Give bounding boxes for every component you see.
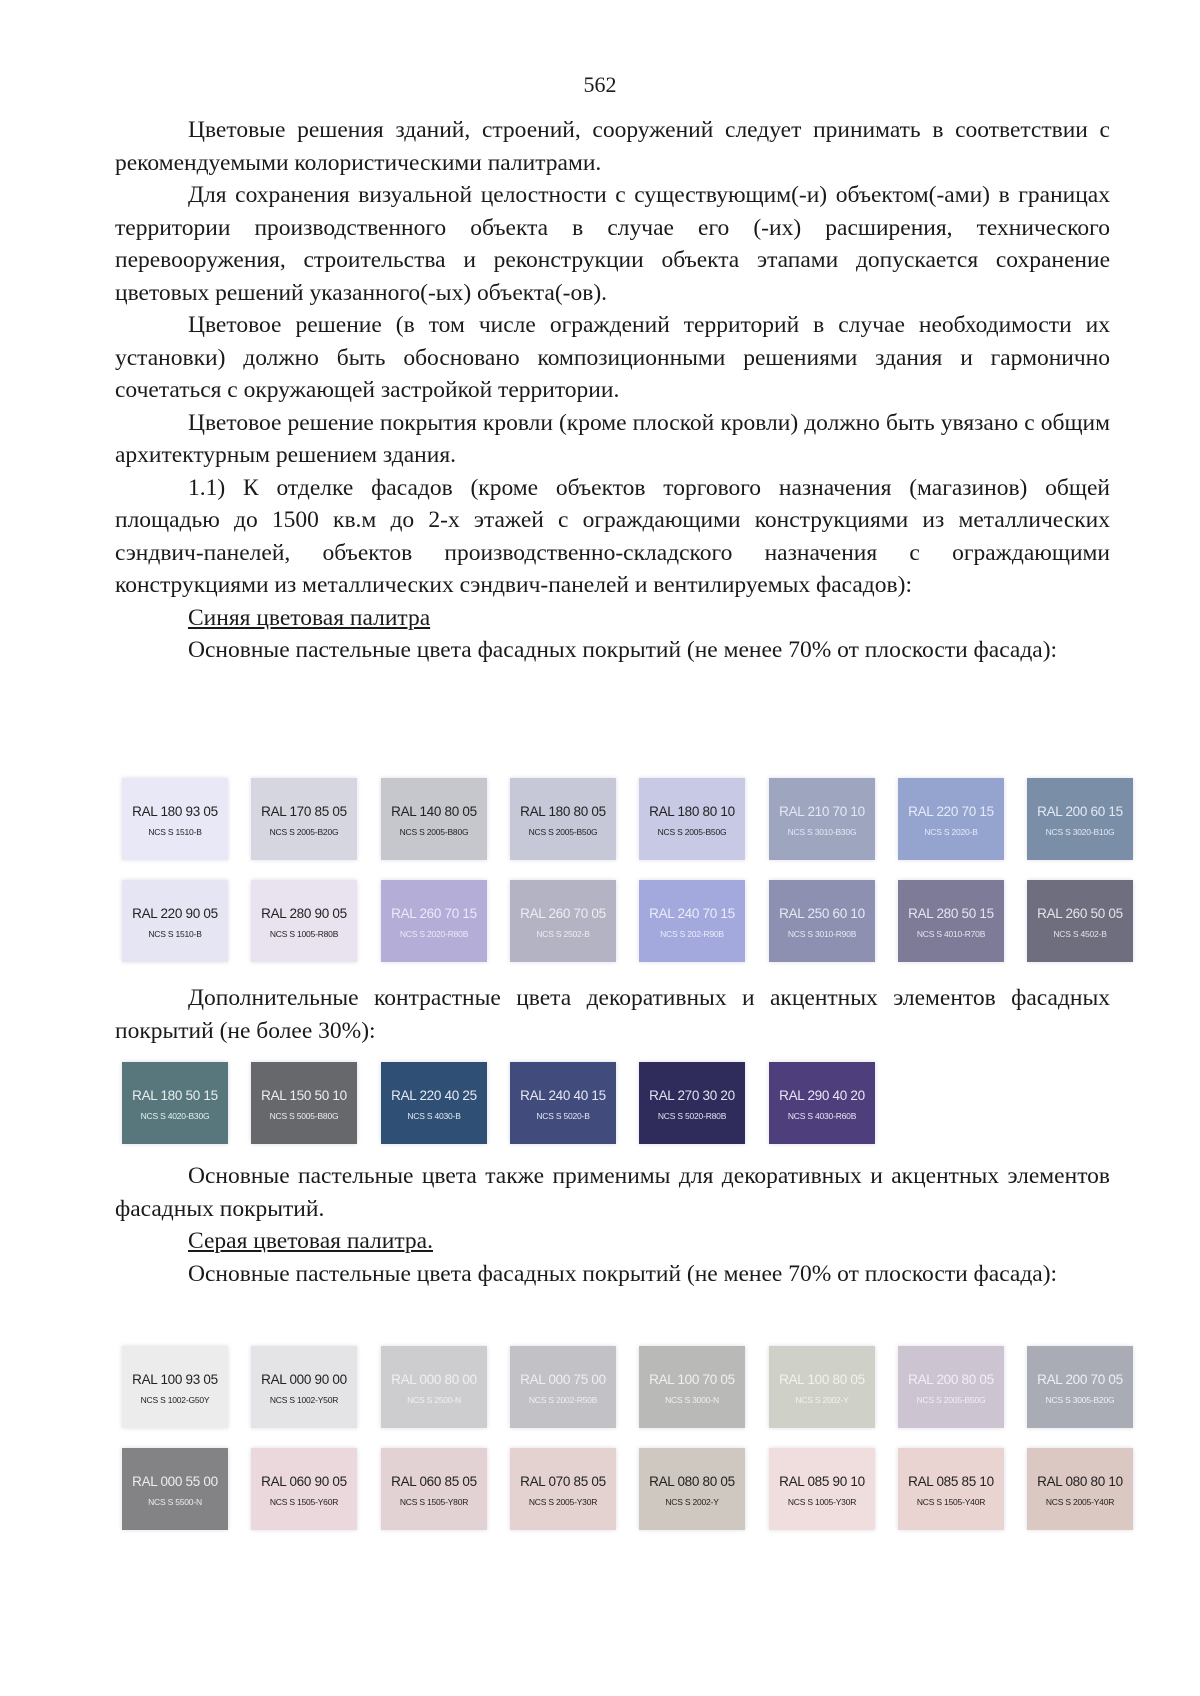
swatch-row <box>122 778 1123 862</box>
color-swatch <box>769 880 875 962</box>
color-swatch <box>510 1346 616 1428</box>
ral-code: RAL 210 70 10 <box>779 804 865 819</box>
color-swatch <box>251 778 357 860</box>
ral-code: RAL 060 90 05 <box>261 1474 347 1489</box>
ncs-code: NCS S 3005-B20G <box>1045 1395 1115 1405</box>
ncs-code: NCS S 5005-B80G <box>269 1111 339 1121</box>
color-swatch <box>898 880 1004 962</box>
grey-section-text <box>115 1160 1110 1290</box>
ncs-code: NCS S 2005-B50G <box>916 1395 986 1405</box>
paragraph: Цветовые решения зданий, строений, сооружений следует принимать в соответствии с рекомендуемыми колористическими палитрами. <box>115 117 1110 176</box>
ncs-code: NCS S 202-R90B <box>660 929 724 939</box>
ral-code: RAL 180 80 05 <box>520 804 606 819</box>
ral-code: RAL 180 50 15 <box>132 1088 218 1103</box>
swatch-row <box>122 1346 1123 1430</box>
color-swatch <box>898 1448 1004 1530</box>
ncs-code: NCS S 3020-B10G <box>1045 827 1115 837</box>
color-swatch <box>1027 1448 1133 1530</box>
ncs-code: NCS S 5020-R80B <box>657 1111 727 1121</box>
ral-code: RAL 260 70 15 <box>391 906 477 921</box>
ral-code: RAL 200 70 05 <box>1037 1372 1123 1387</box>
ral-code: RAL 200 80 05 <box>908 1372 994 1387</box>
intro-text <box>115 114 1110 667</box>
color-swatch <box>381 1062 487 1144</box>
ncs-code: NCS S 1005-R80B <box>269 929 339 939</box>
ncs-code: NCS S 2020-B <box>924 827 978 837</box>
color-swatch <box>251 1346 357 1428</box>
ral-code: RAL 180 93 05 <box>132 804 218 819</box>
ncs-code: NCS S 2005-B50G <box>657 827 727 837</box>
swatch-row <box>122 880 1123 964</box>
color-swatch <box>251 880 357 962</box>
ral-code: RAL 080 80 05 <box>649 1474 735 1489</box>
color-swatch <box>251 1062 357 1144</box>
ncs-code: NCS S 2005-Y30R <box>528 1497 598 1507</box>
ral-code: RAL 260 50 05 <box>1037 906 1123 921</box>
ncs-code: NCS S 2005-Y40R <box>1045 1497 1115 1507</box>
ncs-code: NCS S 2020-R80B <box>399 929 469 939</box>
ral-code: RAL 140 80 05 <box>391 804 477 819</box>
ncs-code: NCS S 1510-B <box>148 929 202 939</box>
ncs-code: NCS S 2005-B80G <box>399 827 469 837</box>
ral-code: RAL 100 93 05 <box>132 1372 218 1387</box>
ral-code: RAL 220 90 05 <box>132 906 218 921</box>
color-swatch <box>769 1062 875 1144</box>
ncs-code: NCS S 4030-B <box>407 1111 461 1121</box>
paragraph: Для сохранения визуальной целостности с существующим(-и) объектом(-ами) в границах территории производственного объекта в случае его (-их) расширения, технического перевооружения, строительства и реконструкции объекта этапами допускается сохранение цветовых решений указанного(-ых) объекта(-ов). <box>115 182 1110 306</box>
color-swatch <box>1027 880 1133 962</box>
ncs-code: NCS S 1510-B <box>148 827 202 837</box>
ral-code: RAL 220 40 25 <box>391 1088 477 1103</box>
blue-accent-palette <box>122 1062 1102 1164</box>
color-swatch <box>510 1062 616 1144</box>
color-swatch <box>639 1448 745 1530</box>
color-swatch <box>122 1448 228 1530</box>
color-swatch <box>769 1346 875 1428</box>
ral-code: RAL 000 55 00 <box>132 1474 218 1489</box>
ncs-code: NCS S 2500-N <box>407 1395 461 1405</box>
ncs-code: NCS S 4020-B30G <box>140 1111 210 1121</box>
color-swatch <box>1027 1346 1133 1428</box>
ral-code: RAL 270 30 20 <box>649 1088 735 1103</box>
ral-code: RAL 080 80 10 <box>1037 1474 1123 1489</box>
ral-code: RAL 290 40 20 <box>779 1088 865 1103</box>
ncs-code: NCS S 3000-N <box>665 1395 719 1405</box>
ral-code: RAL 260 70 05 <box>520 906 606 921</box>
color-swatch <box>639 1062 745 1144</box>
blue-main-caption: Основные пастельные цвета фасадных покрытий (не менее 70% от плоскости фасада): <box>188 637 1058 663</box>
blue-main-palette <box>122 778 1123 982</box>
ral-code: RAL 085 90 10 <box>779 1474 865 1489</box>
ral-code: RAL 170 85 05 <box>261 804 347 819</box>
ral-code: RAL 200 60 15 <box>1037 804 1123 819</box>
blue-accent-caption: Дополнительные контрастные цвета декоративных и акцентных элементов фасадных покрытий (не более 30%): <box>115 985 1110 1044</box>
ncs-code: NCS S 5500-N <box>148 1497 202 1507</box>
color-swatch <box>122 1346 228 1428</box>
blue-palette-heading: Синяя цветовая палитра <box>188 604 431 631</box>
ncs-code: NCS S 3010-R90B <box>787 929 857 939</box>
ncs-code: NCS S 5020-B <box>536 1111 590 1121</box>
page-number: 562 <box>583 72 617 97</box>
ncs-code: NCS S 2005-B50G <box>528 827 598 837</box>
ncs-code: NCS S 2005-B20G <box>269 827 339 837</box>
ncs-code: NCS S 2002-R50B <box>528 1395 598 1405</box>
ncs-code: NCS S 2002-Y <box>795 1395 849 1405</box>
ncs-code: NCS S 4030-R60B <box>787 1111 857 1121</box>
grey-main-caption: Основные пастельные цвета фасадных покрытий (не менее 70% от плоскости фасада): <box>188 1260 1058 1287</box>
ral-code: RAL 000 80 00 <box>391 1372 477 1387</box>
ncs-code: NCS S 3010-B30G <box>787 827 857 837</box>
ral-code: RAL 100 80 05 <box>779 1372 865 1387</box>
ral-code: RAL 085 85 10 <box>908 1474 994 1489</box>
color-swatch <box>122 1062 228 1144</box>
color-swatch <box>381 778 487 860</box>
ral-code: RAL 150 50 10 <box>261 1088 347 1103</box>
pastel-note: Основные пастельные цвета также применимы для декоративных и акцентных элементов фасадных покрытий. <box>115 1163 1110 1222</box>
ral-code: RAL 240 70 15 <box>649 906 735 921</box>
color-swatch <box>898 1346 1004 1428</box>
color-swatch <box>510 880 616 962</box>
ral-code: RAL 280 50 15 <box>908 906 994 921</box>
ral-code: RAL 280 90 05 <box>261 906 347 921</box>
color-swatch <box>1027 778 1133 860</box>
ncs-code: NCS S 1505-Y60R <box>269 1497 339 1507</box>
ral-code: RAL 060 85 05 <box>391 1474 477 1489</box>
color-swatch <box>251 1448 357 1530</box>
grey-main-palette <box>122 1346 1123 1550</box>
paragraph: 1.1) К отделке фасадов (кроме объектов торгового назначения (магазинов) общей площадью до 1500 кв.м до 2-х этажей с ограждающими конструкциями из металлических сэндвич-панелей, объектов производственно-складского назначения с ограждающими конструкциями из металлических сэндвич-панелей и вентилируемых фасадов): <box>115 474 1110 598</box>
color-swatch <box>510 1448 616 1530</box>
color-swatch <box>898 778 1004 860</box>
color-swatch <box>510 778 616 860</box>
ral-code: RAL 180 80 10 <box>649 804 735 819</box>
color-swatch <box>769 1448 875 1530</box>
ral-code: RAL 070 85 05 <box>520 1474 606 1489</box>
ncs-code: NCS S 1002-Y50R <box>269 1395 339 1405</box>
ral-code: RAL 000 90 00 <box>261 1372 347 1387</box>
color-swatch <box>381 1448 487 1530</box>
ral-code: RAL 240 40 15 <box>520 1088 606 1103</box>
color-swatch <box>769 778 875 860</box>
ncs-code: NCS S 4502-B <box>1053 929 1107 939</box>
color-swatch <box>381 880 487 962</box>
ncs-code: NCS S 2002-Y <box>665 1497 719 1507</box>
blue-accent-text <box>115 982 1110 1047</box>
ncs-code: NCS S 1505-Y40R <box>916 1497 986 1507</box>
paragraph: Цветовое решение покрытия кровли (кроме плоской кровли) должно быть увязано с общим архитектурным решением здания. <box>115 409 1110 468</box>
ral-code: RAL 100 70 05 <box>649 1372 735 1387</box>
swatch-row <box>122 1448 1123 1532</box>
ral-code: RAL 000 75 00 <box>520 1372 606 1387</box>
paragraph: Цветовое решение (в том числе ограждений территорий в случае необходимости их установки) должно быть обосновано композиционными решениями здания и гармонично сочетаться с окружающей застройкой территории. <box>115 312 1110 403</box>
color-swatch <box>122 880 228 962</box>
color-swatch <box>639 778 745 860</box>
color-swatch <box>639 1346 745 1428</box>
color-swatch <box>122 778 228 860</box>
ncs-code: NCS S 4010-R70B <box>916 929 986 939</box>
ncs-code: NCS S 1505-Y80R <box>399 1497 469 1507</box>
ncs-code: NCS S 1005-Y30R <box>787 1497 857 1507</box>
ral-code: RAL 220 70 15 <box>908 804 994 819</box>
ral-code: RAL 250 60 10 <box>779 906 865 921</box>
ncs-code: NCS S 1002-G50Y <box>140 1395 210 1405</box>
color-swatch <box>381 1346 487 1428</box>
swatch-row <box>122 1062 1102 1146</box>
ncs-code: NCS S 2502-B <box>536 929 590 939</box>
color-swatch <box>639 880 745 962</box>
grey-palette-heading: Серая цветовая палитра. <box>188 1228 433 1254</box>
